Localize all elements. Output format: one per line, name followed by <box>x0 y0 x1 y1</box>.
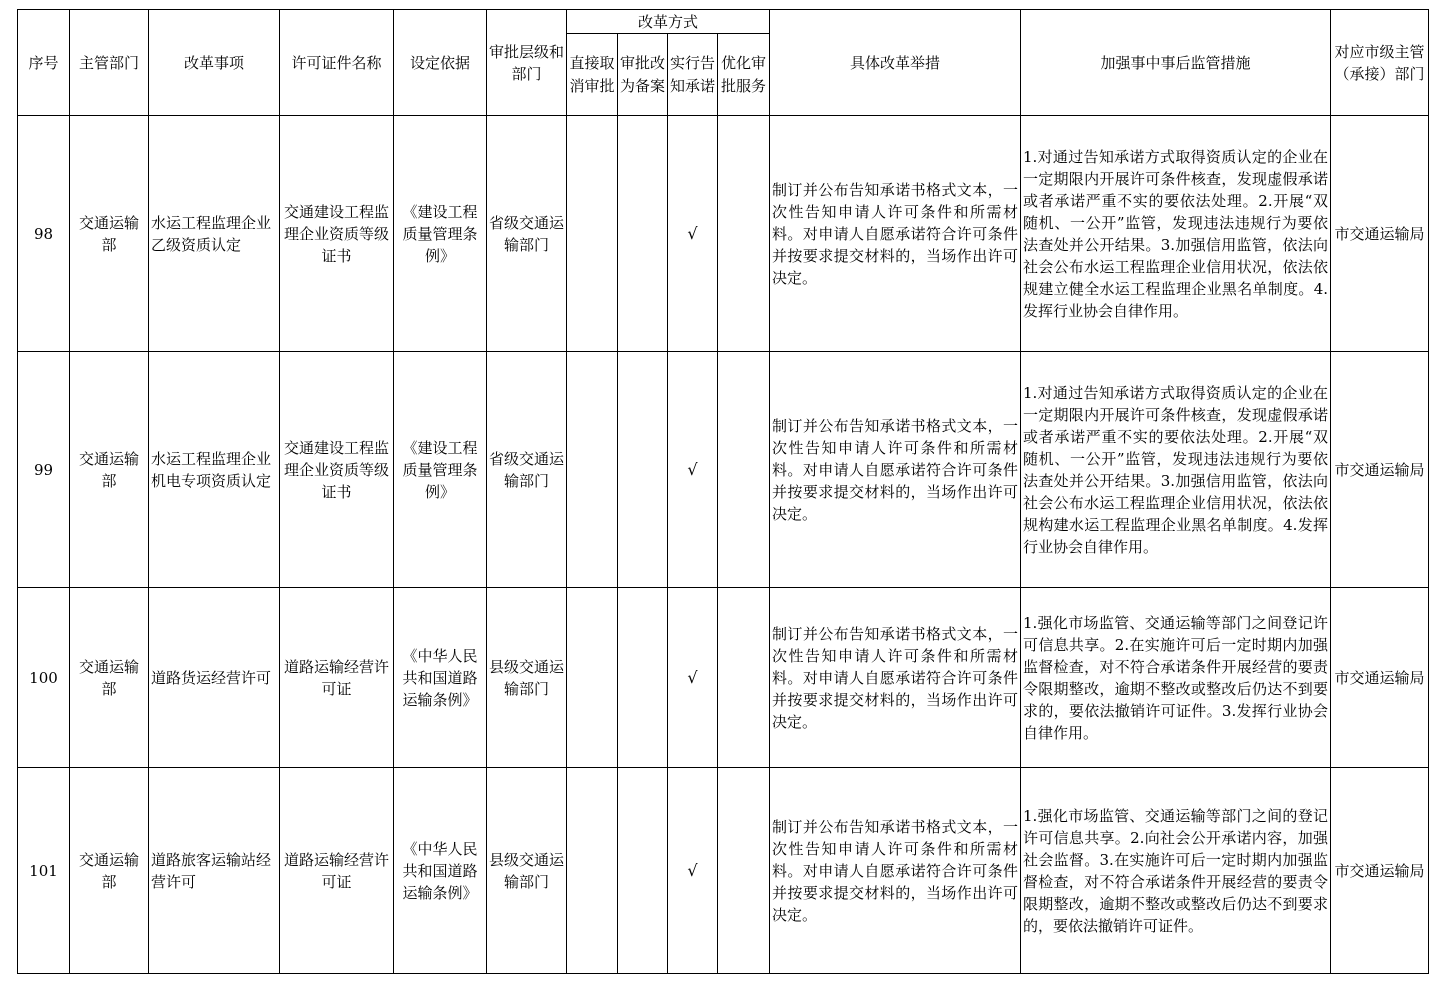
check-mark: √ <box>668 588 718 768</box>
cell-supervision: 1.强化市场监管、交通运输等部门之间登记许可信息共享。2.在实施许可后一定时期内加强监督检查，对不符合承诺条件开展经营的要责令限期整改，逾期不整改或整改后仍达不到要求的，要依法撤销许可证件。3.发挥行业协会自律作用。 <box>1021 588 1331 768</box>
header-row-1 <box>18 10 1429 34</box>
header-seq: 序号 <box>18 10 70 116</box>
table-row <box>18 116 1429 352</box>
cell-license: 交通建设工程监理企业资质等级证书 <box>280 116 394 352</box>
header-city-dept: 对应市级主管（承接）部门 <box>1331 10 1429 116</box>
cell-dept: 交通运输部 <box>70 116 149 352</box>
cell-license: 道路运输经营许可证 <box>280 768 394 974</box>
cell-method-cancel <box>567 116 618 352</box>
check-mark: √ <box>668 352 718 588</box>
cell-method-filing <box>618 588 668 768</box>
cell-supervision: 1.对通过告知承诺方式取得资质认定的企业在一定期限内开展许可条件核查，发现虚假承诺或者承诺严重不实的要依法处理。2.开展“双随机、一公开”监管，发现违法违规行为要依法查处并公开结果。3.加强信用监管，依法向社会公布水运工程监理企业信用状况，依法依规构建水运工程监理企业黑名单制度。4.发挥行业协会自律作用。 <box>1021 352 1331 588</box>
cell-seq: 100 <box>18 588 70 768</box>
cell-method-cancel <box>567 352 618 588</box>
cell-dept: 交通运输部 <box>70 352 149 588</box>
cell-level: 县级交通运输部门 <box>487 768 567 974</box>
cell-supervision: 1.对通过告知承诺方式取得资质认定的企业在一定期限内开展许可条件核查，发现虚假承诺或者承诺严重不实的要依法处理。2.开展“双随机、一公开”监管，发现违法违规行为要依法查处并公开结果。3.加强信用监管，依法向社会公布水运工程监理企业信用状况，依法依规建立健全水运工程监理企业黑名单制度。4.发挥行业协会自律作用。 <box>1021 116 1331 352</box>
cell-measures: 制订并公布告知承诺书格式文本，一次性告知申请人许可条件和所需材料。对申请人自愿承诺符合许可条件并按要求提交材料的，当场作出许可决定。 <box>770 768 1021 974</box>
cell-method-optimize <box>718 768 770 974</box>
cell-dept: 交通运输部 <box>70 768 149 974</box>
header-level: 审批层级和部门 <box>487 10 567 116</box>
header-basis: 设定依据 <box>394 10 487 116</box>
check-mark: √ <box>668 116 718 352</box>
cell-seq: 99 <box>18 352 70 588</box>
cell-method-optimize <box>718 352 770 588</box>
cell-level: 县级交通运输部门 <box>487 588 567 768</box>
cell-seq: 101 <box>18 768 70 974</box>
cell-method-filing <box>618 768 668 974</box>
cell-license: 道路运输经营许可证 <box>280 588 394 768</box>
header-license: 许可证件名称 <box>280 10 394 116</box>
table-row <box>18 352 1429 588</box>
cell-method-cancel <box>567 768 618 974</box>
cell-measures: 制订并公布告知承诺书格式文本，一次性告知申请人许可条件和所需材料。对申请人自愿承诺符合许可条件并按要求提交材料的，当场作出许可决定。 <box>770 352 1021 588</box>
cell-city-dept: 市交通运输局 <box>1331 352 1429 588</box>
cell-basis: 《建设工程质量管理条例》 <box>394 116 487 352</box>
cell-item: 道路货运经营许可 <box>149 588 280 768</box>
cell-basis: 《建设工程质量管理条例》 <box>394 352 487 588</box>
header-dept: 主管部门 <box>70 10 149 116</box>
header-method-group: 改革方式 <box>567 10 770 34</box>
cell-basis: 《中华人民共和国道路运输条例》 <box>394 768 487 974</box>
cell-method-optimize <box>718 116 770 352</box>
cell-measures: 制订并公布告知承诺书格式文本，一次性告知申请人许可条件和所需材料。对申请人自愿承诺符合许可条件并按要求提交材料的，当场作出许可决定。 <box>770 116 1021 352</box>
cell-method-cancel <box>567 588 618 768</box>
cell-level: 省级交通运输部门 <box>487 116 567 352</box>
cell-city-dept: 市交通运输局 <box>1331 116 1429 352</box>
header-method-notify: 实行告知承诺 <box>668 34 718 116</box>
header-measures: 具体改革举措 <box>770 10 1021 116</box>
cell-method-filing <box>618 116 668 352</box>
cell-method-optimize <box>718 588 770 768</box>
table-row <box>18 588 1429 768</box>
header-method-optimize: 优化审批服务 <box>718 34 770 116</box>
cell-method-filing <box>618 352 668 588</box>
cell-license: 交通建设工程监理企业资质等级证书 <box>280 352 394 588</box>
cell-dept: 交通运输部 <box>70 588 149 768</box>
cell-basis: 《中华人民共和国道路运输条例》 <box>394 588 487 768</box>
cell-supervision: 1.强化市场监管、交通运输等部门之间的登记许可信息共享。2.向社会公开承诺内容，加强社会监督。3.在实施许可后一定时期内加强监督检查，对不符合承诺条件开展经营的要责令限期整改，逾期不整改或整改后仍达不到要求的，要依法撤销许可证件。 <box>1021 768 1331 974</box>
reform-table <box>17 9 1429 974</box>
cell-level: 省级交通运输部门 <box>487 352 567 588</box>
check-mark: √ <box>668 768 718 974</box>
cell-item: 水运工程监理企业机电专项资质认定 <box>149 352 280 588</box>
header-supervision: 加强事中事后监管措施 <box>1021 10 1331 116</box>
header-method-cancel: 直接取消审批 <box>567 34 618 116</box>
header-item: 改革事项 <box>149 10 280 116</box>
cell-measures: 制订并公布告知承诺书格式文本，一次性告知申请人许可条件和所需材料。对申请人自愿承诺符合许可条件并按要求提交材料的，当场作出许可决定。 <box>770 588 1021 768</box>
cell-item: 水运工程监理企业乙级资质认定 <box>149 116 280 352</box>
cell-city-dept: 市交通运输局 <box>1331 588 1429 768</box>
table-row <box>18 768 1429 974</box>
header-method-filing: 审批改为备案 <box>618 34 668 116</box>
cell-seq: 98 <box>18 116 70 352</box>
cell-city-dept: 市交通运输局 <box>1331 768 1429 974</box>
cell-item: 道路旅客运输站经营许可 <box>149 768 280 974</box>
